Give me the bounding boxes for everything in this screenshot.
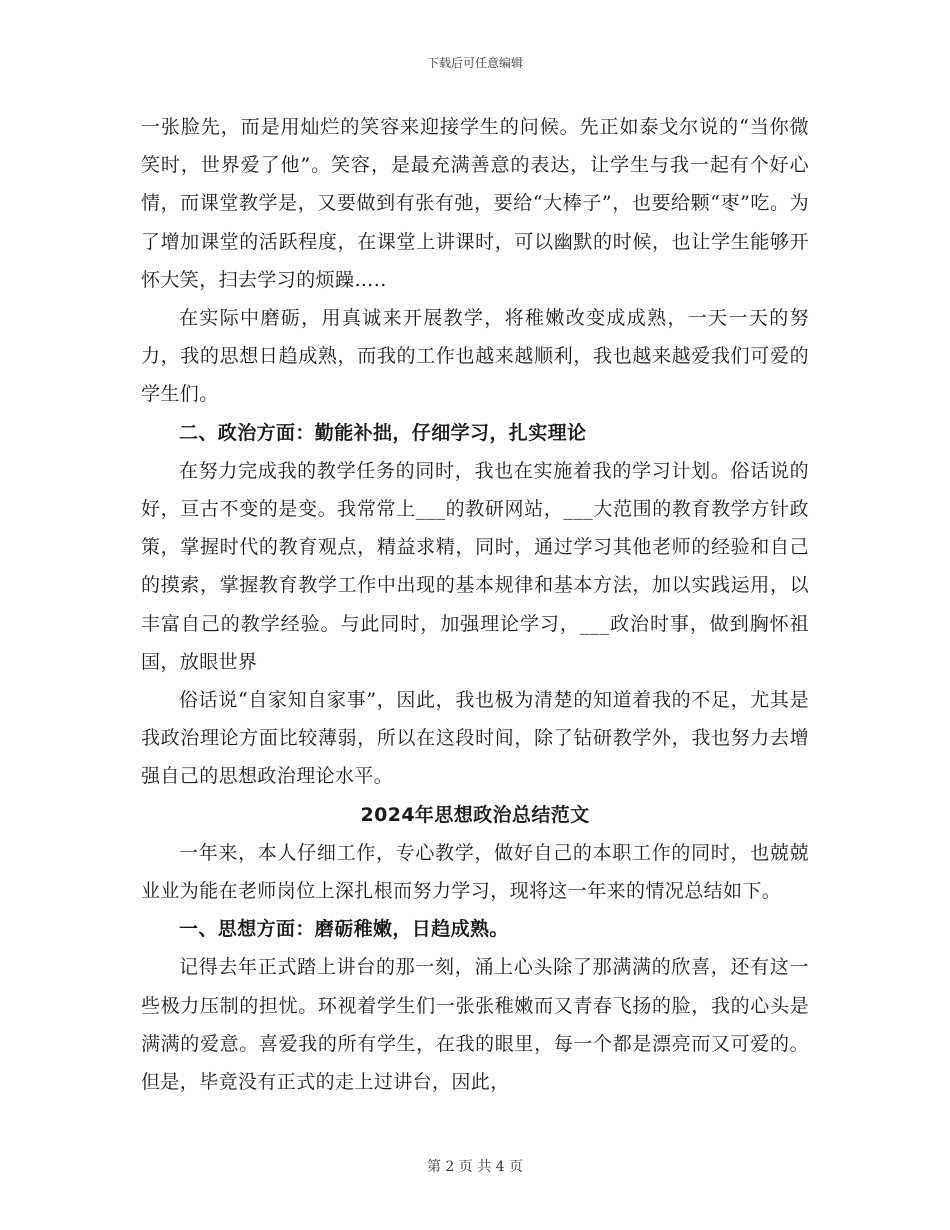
page-footer: 第 2 页 共 4 页 (426, 1159, 524, 1175)
document-body (141, 108, 809, 1101)
paragraph-1: 一张脸先，而是用灿烂的笑容来迎接学生的问候。先正如泰戈尔说的“当你微笑时，世界爱了他”。笑容，是最充满善意的表达，让学生与我一起有个好心情，而课堂教学是，又要做到有张有弛，要给“大棒子”，也要给颗“枣”吃。为了增加课堂的活跃程度，在课堂上讲课时，可以幽默的时候，也让学生能够开怀大笑，扫去学习的烦躁….. (141, 116, 809, 291)
paragraph-2: 在实际中磨砺，用真诚来开展教学，将稚嫩改变成成熟，一天一天的努力，我的思想日趋成熟，而我的工作也越来越顺利，我也越来越爱我们可爱的学生们。 (141, 307, 809, 406)
page-header: 下载后可任意编辑 (426, 56, 523, 70)
section-heading-thought: 一、思想方面：磨砺稚嫩，日趋成熟。 (179, 918, 509, 941)
paragraph-6: 记得去年正式踏上讲台的那一刻，涌上心头除了那满满的欣喜，还有这一些极力压制的担忧。环视着学生们一张张稚嫩而又青春飞扬的脸，我的心头是满满的爱意。喜爱我的所有学生，在我的眼里，每一个都是漂亮而又可爱的。但是，毕竟没有正式的走上过讲台，因此， (141, 956, 809, 1094)
paragraph-4: 俗话说“自家知自家事”，因此，我也极为清楚的知道着我的不足，尤其是我政治理论方面比较薄弱，所以在这段时间，除了钻研教学外，我也努力去增强自己的思想政治理论水平。 (141, 689, 809, 788)
paragraph-3: 在努力完成我的教学任务的同时，我也在实施着我的学习计划。俗话说的好，亘古不变的是变。我常常上___的教研网站，___大范围的教育教学方针政策，掌握时代的教育观点，精益求精，同时，通过学习其他老师的经验和自己的摸索，掌握教育教学工作中出现的基本规律和基本方法，加以实践运用，以丰富自己的教学经验。与此同时，加强理论学习，___政治时事，做到胸怀祖国，放眼世界 (141, 459, 809, 673)
section-heading-politics: 二、政治方面：勤能补拙，仔细学习，扎实理论 (179, 421, 587, 444)
paragraph-5: 一年来，本人仔细工作，专心教学，做好自己的本职工作的同时，也兢兢业业为能在老师岗位上深扎根而努力学习，现将这一年来的情况总结如下。 (141, 841, 809, 903)
document-title: 2024年思想政治总结范文 (360, 803, 590, 826)
